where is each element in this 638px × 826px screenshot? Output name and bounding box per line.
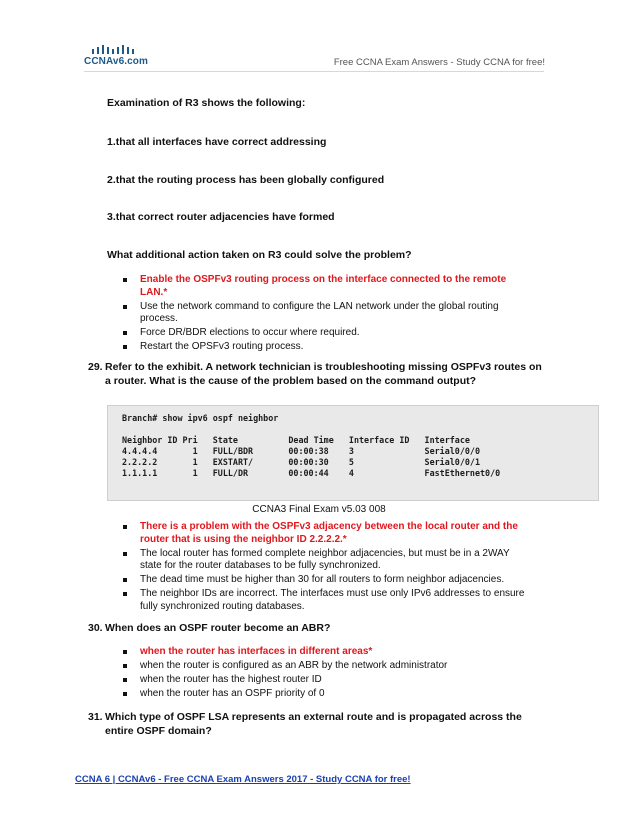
answer-option[interactable]: when the router is configured as an ABR by the network administrator [122,660,592,673]
q30-options [122,646,592,702]
answer-option[interactable]: Restart the OPSFv3 routing process. [122,341,592,354]
logo-text: CCNAv6.com [84,56,148,67]
answer-option[interactable]: Force DR/BDR elections to occur where required. [122,327,592,340]
question-31-number: 31. [88,711,103,723]
point-1: 1.that all interfaces have correct addressing [107,136,327,148]
question-29-number: 29. [88,361,103,373]
question-31-text: Which type of OSPF LSA represents an external route and is propagated across the entire OSPF domain? [105,711,522,737]
exhibit-text [108,406,598,479]
examination-text: Examination of R3 shows the following: [107,97,306,109]
header-tagline: Free CCNA Exam Answers - Study CCNA for free! [333,57,545,68]
exhibit-command: Branch# show ipv6 ospf neighbor [122,413,279,423]
answer-option[interactable]: when the router has an OSPF priority of 0 [122,688,592,701]
header-divider [84,71,544,72]
page-header [0,0,638,80]
exhibit-caption: CCNA3 Final Exam v5.03 008 [252,504,386,515]
answer-option[interactable]: The dead time must be higher than 30 for all routers to form neighbor adjacencies. [122,574,602,587]
answer-option[interactable]: The neighbor IDs are incorrect. The interfaces must use only IPv6 addresses to ensure fully synchronized routing databases. [122,588,602,613]
answer-option[interactable]: The local router has formed complete neighbor adjacencies, but must be in a 2WAY state for the router databases to be fully synchronized. [122,548,602,573]
answer-option-correct[interactable]: Enable the OSPFv3 routing process on the interface connected to the remote LAN.* [122,274,592,299]
logo-bars-icon [92,44,142,56]
question-30-text: When does an OSPF router become an ABR? [105,622,331,634]
answer-option[interactable]: Use the network command to configure the LAN network under the global routing process. [122,301,592,326]
exhibit-header-row: Neighbor ID Pri State Dead Time Interface ID Interface [122,435,470,445]
q28-options [122,274,592,355]
q29-options [122,521,602,615]
point-2: 2.that the routing process has been globally configured [107,174,385,186]
answer-option-correct[interactable]: There is a problem with the OSPFv3 adjacency between the local router and the router that is using the neighbor ID 2.2.2.2.* [122,521,602,546]
site-logo[interactable] [84,44,154,72]
exhibit-row: 1.1.1.1 1 FULL/DR 00:00:44 4 FastEthernet0/0 [122,468,501,478]
answer-option-correct[interactable]: when the router has interfaces in different areas* [122,646,592,659]
question-28-prompt: What additional action taken on R3 could solve the problem? [107,249,412,261]
exhibit-row: 4.4.4.4 1 FULL/BDR 00:00:38 3 Serial0/0/0 [122,446,480,456]
question-30-number: 30. [88,622,103,634]
question-29-text: Refer to the exhibit. A network technician is troubleshooting missing OSPFv3 routes on a router. What is the cause of the problem based on the command output? [105,361,542,387]
exhibit-cli-output [107,405,599,501]
footer-link[interactable]: CCNA 6 | CCNAv6 - Free CCNA Exam Answers 2017 - Study CCNA for free! [75,774,411,785]
exhibit-row: 2.2.2.2 1 EXSTART/ 00:00:30 5 Serial0/0/1 [122,457,480,467]
point-3: 3.that correct router adjacencies have formed [107,211,335,223]
answer-option[interactable]: when the router has the highest router ID [122,674,592,687]
